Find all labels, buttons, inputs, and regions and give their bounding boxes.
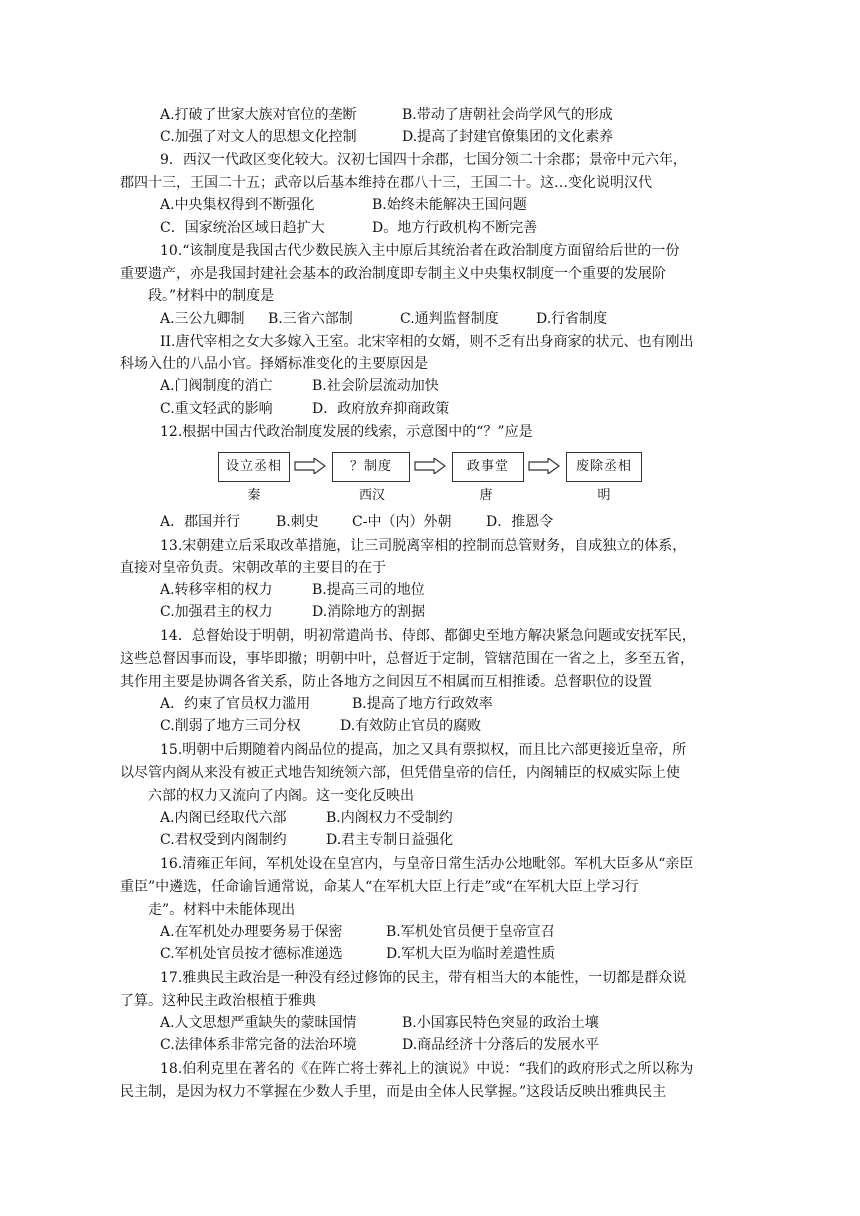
option-c: C.法律体系非常完备的法治环境 [160,1037,357,1053]
option-a: A.人文思想严重缺失的蒙昧国情 [160,1015,357,1031]
option-row [0,715,482,737]
question-16-text: 走”。材料中未能体现出 [148,902,296,918]
option-row [0,601,426,623]
era-label: 秦 [247,488,261,503]
question-15-text: 以尽管内阁从来没有被正式地告知统领六部，但凭借皇帝的信任，内阁辅臣的权威实际上使 [120,765,680,781]
question-18-text: 民主制，是因为权力不掌握在少数人手里，而是由全体人民掌握。”这段话反映出雅典民主 [120,1084,667,1100]
option-c: C-中（内）外朝 [352,514,452,530]
option-b: B.军机处官员便于皇帝宣召 [386,924,555,940]
option-a: A．郡国并行 [160,514,241,530]
question-16-text: 重臣”中遴选，任命谕旨通常说，命某人“在军机大臣上行走”或“在军机大臣上学习行 [120,879,639,895]
option-row [0,104,613,126]
option-row [0,217,538,239]
option-a: A．约束了官员权力滥用 [160,696,311,712]
question-12-text: 12.根据中国古代政治制度发展的线索，示意图中的“？”应是 [160,424,533,440]
option-b: B.小国寡民特色突显的政治土壤 [402,1015,599,1031]
option-c: C.军机处官员按才德标准递选 [160,946,343,962]
option-a: A.打破了世家大族对官位的垄断 [160,107,357,123]
option-row [0,194,527,216]
option-a: A.在军机处办理要务易于保密 [160,924,343,940]
option-b: B.社会阶层流动加快 [312,378,439,394]
question-15-text: 六部的权力又流向了内阁。这一变化反映出 [148,788,414,804]
option-d: D．政府放弃抑商政策 [312,401,450,417]
question-13-text: 13.宋朝建立后采取改革措施，让三司脱离宰相的控制而总管财务，自成独立的体系， [160,538,687,554]
option-c: C.加强了对文人的思想文化控制 [160,129,357,145]
option-d: D。地方行政机构不断完善 [372,220,538,236]
option-d: D.军机大臣为临时差遣性质 [386,946,556,962]
option-b: B.提高了地方行政效率 [352,696,493,712]
option-row [0,126,614,148]
option-a: A.中央集权得到不断强化 [160,197,315,213]
option-row [0,943,556,965]
question-9-text: 9．西汉一代政区变化较大。汉初七国四十余郡，七国分领二十余郡；景帝中元六年， [160,152,687,168]
question-14-text: 14．总督始设于明朝，明初常遣尚书、侍郎、都御史至地方解决紧急问题或安抚军民， [160,628,696,644]
option-c: C.君权受到内阁制约 [160,832,287,848]
question-10-text: 段。”材料中的制度是 [148,288,275,304]
option-row [0,693,493,715]
option-row [0,1034,600,1056]
option-row [0,308,608,330]
question-17-text: 17.雅典民主政治是一种没有经过修饰的民主，带有相当大的本能性，一切都是群众说 [160,970,687,986]
flow-diagram [218,450,648,506]
era-label: 明 [597,488,611,503]
question-10-text: 10.“该制度是我国古代少数民族入主中原后其统治者在政治制度方面留给后世的一份 [160,243,680,259]
option-d: D.商品经济十分落后的发展水平 [402,1037,600,1053]
option-a: A.转移宰相的权力 [160,582,273,598]
option-c: C.加强君主的权力 [160,604,273,620]
option-d: D.提高了封建官僚集团的文化素养 [402,129,614,145]
option-d: D.行省制度 [536,311,608,327]
option-row [0,511,554,533]
option-row [0,829,454,851]
option-c: C.通判监督制度 [400,311,499,327]
question-18-text: 18.伯利克里在著名的《在阵亡将士葬礼上的演说》中说：“我们的政府形式之所以称为 [160,1061,694,1077]
arrow-right-icon [294,458,326,474]
option-b: B.刺史 [276,514,319,530]
option-a: A.三公九卿制 [160,311,245,327]
option-a: A.内阁已经取代六部 [160,810,287,826]
option-c: C．国家统治区域日趋扩大 [160,220,325,236]
option-row [0,375,439,397]
era-label: 唐 [479,488,493,503]
question-9-text: 郡四十三，王国二十五；武帝以后基本维持在郡八十三，王国二十。这…变化说明汉代 [120,175,652,191]
diagram-box-question: ？制度 [332,452,410,482]
question-13-text: 直接对皇帝负责。宋朝改革的主要目的在于 [120,560,386,576]
option-b: B.三省六部制 [268,311,353,327]
diagram-box-tang: 政事堂 [452,452,524,482]
diagram-box-ming: 废除丞相 [566,452,642,482]
question-11-text: 科场入仕的八品小官。择婿标准变化的主要原因是 [120,356,428,372]
option-a: A.门阀制度的消亡 [160,378,273,394]
arrow-right-icon [528,458,560,474]
option-d: D.君主专制日益强化 [326,832,454,848]
option-b: B.内阁权力不受制约 [326,810,453,826]
option-c: C.重文轻武的影响 [160,401,273,417]
diagram-box-qin: 设立丞相 [218,452,290,482]
question-14-text: 这些总督因事而设，事毕即撤；明朝中叶，总督近于定制，管辖范围在一省之上，多至五省， [120,651,694,667]
question-14-text: 其作用主要是协调各省关系，防止各地方之间因互不相属而互相推诿。总督职位的设置 [120,674,652,690]
question-16-text: 16.清雍正年间，军机处设在皇宫内，与皇帝日常生活办公地毗邻。军机大臣多从“亲臣 [160,856,694,872]
option-c: C.削弱了地方三司分权 [160,718,301,734]
option-b: B.提高三司的地位 [312,582,425,598]
option-row [0,398,450,420]
era-label: 西汉 [358,488,385,503]
arrow-right-icon [414,458,446,474]
option-row [0,921,555,943]
question-11-text: II.唐代宰相之女大多嫁入王室。北宋宰相的女婿，则不乏有出身商家的状元、也有刚出 [160,334,694,350]
option-b: B.带动了唐朝社会尚学风气的形成 [402,107,613,123]
option-row [0,807,453,829]
question-15-text: 15.明朝中后期随着内阁品位的提高，加之又具有票拟权，而且比六部更接近皇帝，所 [160,742,687,758]
question-10-text: 重要遗产，亦是我国封建社会基本的政治制度即专制主义中央集权制度一个重要的发展阶 [120,266,666,282]
option-d: D．推恩令 [486,514,554,530]
option-row [0,579,425,601]
option-d: D.消除地方的割据 [312,604,426,620]
option-row [0,1012,599,1034]
option-d: D.有效防止官员的腐败 [340,718,482,734]
question-17-text: 了算。这种民主政治根植于雅典 [120,993,316,1009]
option-b: B.始终未能解决王国问题 [372,197,527,213]
